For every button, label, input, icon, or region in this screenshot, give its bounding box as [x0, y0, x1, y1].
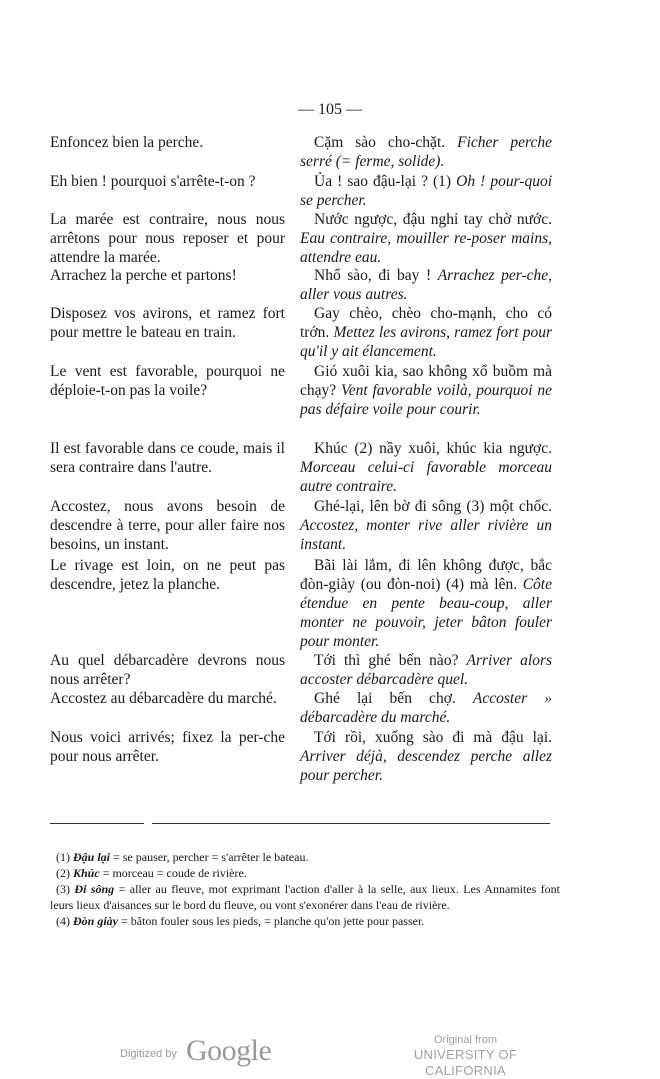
original-from-block	[378, 1034, 553, 1079]
vietnamese-text: Khúc (2) nầy xuôi, khúc kia ngược.	[314, 440, 552, 457]
literal-gloss: Eau contraire, mouiller re-poser mains, attendre eau.	[300, 230, 552, 266]
vietnamese-text: Tới rồi, xuống sào đi mà đậu lại.	[314, 729, 552, 746]
footnote-term: Khúc	[73, 866, 100, 880]
footnote-term: Đòn giày	[73, 914, 118, 928]
vietnamese-entry	[300, 133, 552, 171]
footnotes	[50, 849, 560, 929]
french-sentence: Eh bien ! pourquoi s'arrête-t-on ?	[50, 173, 256, 190]
french-sentence: Au quel débarcadère devrons nous nous arrêter?	[50, 652, 285, 688]
vietnamese-text: Cặm sào cho-chặt.	[314, 134, 446, 151]
vietnamese-text: Tới thì ghé bến nào?	[314, 652, 459, 669]
literal-gloss: Morceau celui-ci favorable morceau autre contraire.	[300, 459, 552, 495]
literal-gloss: Accostez, monter rive aller rivière un instant.	[300, 517, 552, 553]
french-sentence: Accostez, nous avons besoin de descendre à terre, pour aller faire nos besoins, un instant.	[50, 498, 285, 553]
footnote-number: (1)	[56, 850, 70, 864]
french-sentence: Disposez vos avirons, et ramez fort pour mettre le bateau en train.	[50, 305, 285, 341]
french-sentence: Arrachez la perche et partons!	[50, 267, 237, 284]
footnote-text: = se pauser, percher = s'arrêter le bateau.	[110, 850, 309, 864]
vietnamese-entry	[300, 304, 552, 361]
vietnamese-text: Gay chèo, chèo cho-mạnh, cho có trớn.	[300, 305, 552, 341]
french-sentence: Enfoncez bien la perche.	[50, 134, 204, 151]
google-logo: Google	[186, 1034, 272, 1067]
page-number: — 105 —	[298, 101, 362, 118]
vietnamese-entry	[300, 210, 552, 267]
french-sentence: Le vent est favorable, pourquoi ne déploie-t-on pas la voile?	[50, 363, 285, 399]
literal-gloss: Vent favorable voilà, pourquoi ne pas défaire voile pour courir.	[300, 382, 553, 418]
vietnamese-text: Ghé lại bến chợ.	[314, 690, 456, 707]
french-sentence: Le rivage est loin, on ne peut pas descendre, jetez la planche.	[50, 557, 285, 593]
french-sentence: Accostez au débarcadère du marché.	[50, 690, 277, 707]
french-sentence: Il est favorable dans ce coude, mais il sera contraire dans l'autre.	[50, 440, 285, 476]
vietnamese-entry	[300, 651, 552, 689]
footnote-number: (2)	[56, 866, 70, 880]
footnote	[50, 849, 560, 865]
vietnamese-entry	[300, 439, 552, 496]
digitized-by-label: Digitized by	[120, 1048, 177, 1060]
digitization-watermark	[0, 1030, 660, 1078]
footnote	[50, 913, 560, 929]
literal-gloss: Arriver déjà, descendez perche allez pour percher.	[300, 748, 552, 784]
footnote	[50, 865, 560, 881]
literal-gloss: Mettez les avirons, ramez fort pour qu'il y ait élancement.	[300, 324, 552, 360]
original-from-label: Original from	[434, 1034, 497, 1046]
vietnamese-entry	[300, 689, 552, 727]
vietnamese-entry	[300, 172, 552, 210]
literal-gloss: Accoster » débarcadère du marché.	[300, 690, 552, 726]
vietnamese-entry	[300, 556, 552, 651]
vietnamese-entry	[300, 728, 552, 785]
footnote-term: Đi sông	[74, 882, 115, 896]
french-sentence: Nous voici arrivés; fixez la per-che pour nous arrêter.	[50, 729, 285, 765]
vietnamese-entry	[300, 266, 552, 304]
vietnamese-entry	[300, 362, 552, 419]
french-sentence: La marée est contraire, nous nous arrêtons pour nous reposer et pour attendre la marée.	[50, 211, 285, 266]
vietnamese-text: Gió xuôi kia, sao không xổ buồm mà chạy?	[300, 363, 552, 399]
literal-gloss: Oh ! pour-quoi se percher.	[300, 173, 553, 209]
footnote	[50, 881, 560, 913]
vietnamese-entry	[300, 497, 552, 554]
literal-gloss: Ficher perche serré (= ferme, solide).	[300, 134, 552, 170]
footnote-text: = bâton fouler sous les pieds, = planche qu'on jette pour passer.	[118, 914, 425, 928]
vietnamese-text: Nước ngược, đậu nghỉ tay chờ nước.	[314, 211, 552, 228]
footnote-text: = morceau = coude de rivière.	[99, 866, 247, 880]
vietnamese-text: Ghé-lại, lên bờ đi sông (3) một chốc.	[314, 498, 552, 515]
footnote-rule-right	[152, 823, 550, 824]
literal-gloss: Arrachez per-che, aller vous autres.	[300, 267, 552, 303]
footnote-number: (3)	[56, 882, 70, 896]
footnote-rule-left	[50, 823, 144, 824]
footnote-term: Đậu lại	[73, 850, 111, 864]
vietnamese-text: Ủa ! sao đậu-lại ? (1)	[314, 173, 452, 190]
university-label: UNIVERSITY OF CALIFORNIA	[413, 1047, 518, 1078]
literal-gloss: Côte étendue en pente beau-coup, aller monter ne pouvoir, jeter bâton fouler pour monter.	[300, 576, 552, 650]
literal-gloss: Arriver alors accoster débarcadère quel.	[300, 652, 553, 688]
footnote-text: = aller au fleuve, mot exprimant l'action d'aller à la selle, aux lieux. Les Annamites font leurs lieux d'aisances sur le bord du fleuve, ou vont s'exonérer dans l'eau de rivière.	[50, 882, 561, 912]
vietnamese-text: Nhổ sào, đi bay !	[314, 267, 432, 284]
footnote-number: (4)	[56, 914, 70, 928]
vietnamese-text: Bãi lài lắm, đi lên không được, bắc đòn-giày (ou đòn-noi) (4) mà lên.	[300, 557, 552, 593]
